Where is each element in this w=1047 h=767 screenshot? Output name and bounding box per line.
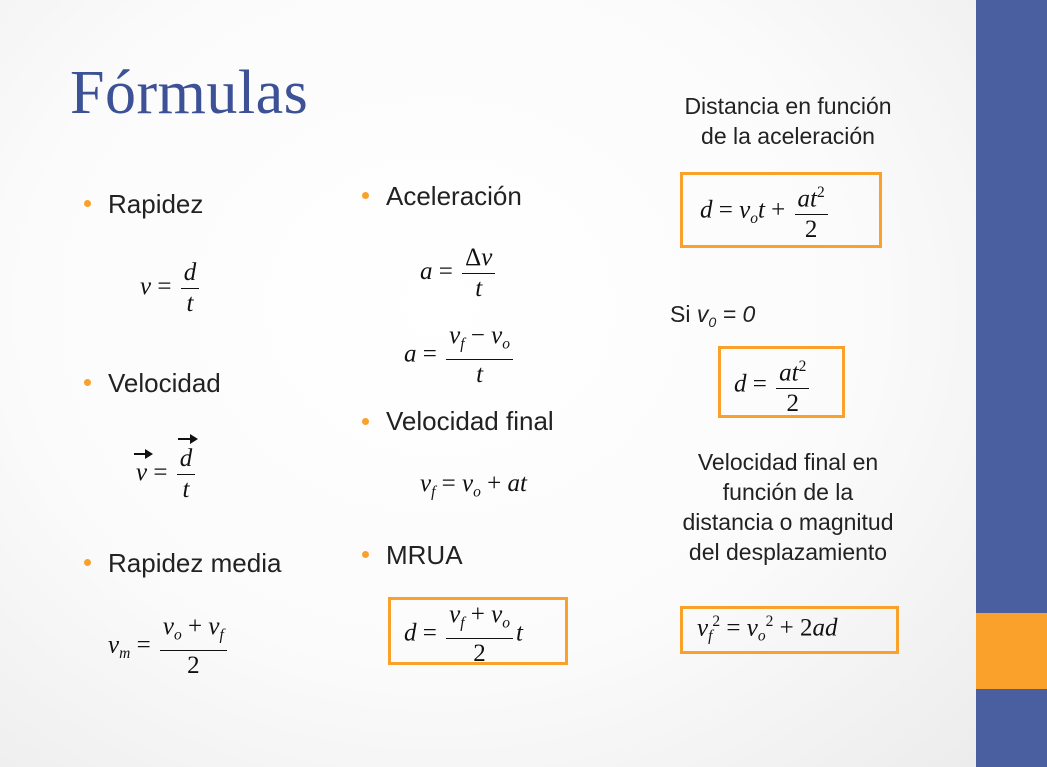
formula-vf-cuadrado: $v_f^2 = v_o^2 + 2ad$: [697, 613, 838, 645]
formula-distancia-v0: d = $\frac{at^2}{2}$: [734, 352, 812, 419]
bullet-rapidez: Rapidez: [108, 189, 204, 219]
formula-velocidad: v = $\frac{d}{t}$: [136, 444, 198, 505]
bullet-rapidez-media: Rapidez media: [108, 548, 282, 578]
bullet-velocidad: Velocidad: [108, 368, 221, 398]
bullet-dot: [84, 379, 91, 386]
bullet-dot: [362, 418, 369, 425]
bullet-dot: [362, 551, 369, 558]
formula-velocidad-final: $v_f = v_o$ + at: [420, 470, 527, 501]
slide-title: Fórmulas: [70, 59, 309, 127]
bullet-aceleracion: Aceleración: [386, 181, 522, 211]
formula-aceleracion-delta: a = $\frac{\Delta v}{t}$: [420, 243, 498, 304]
bullet-mrua: MRUA: [386, 540, 463, 570]
bullet-dot: [84, 559, 91, 566]
bullet-dot: [84, 200, 91, 207]
formula-aceleracion-diferencia: a = $\frac{v_f - v_o}{t}$: [404, 321, 516, 390]
formula-rapidez-media: $v_m$ = $\frac{v_o + v_f}{2}$: [108, 612, 230, 681]
label-si-condicion: Si $v_0 = 0$: [670, 301, 756, 331]
label-vf-distancia: Velocidad final en función de la distancia o magnitud del desplazamiento: [682, 449, 894, 565]
label-distancia-aceleracion: Distancia en función de la aceleración: [684, 93, 892, 149]
bullet-velocidad-final: Velocidad final: [386, 406, 554, 436]
bullet-dot: [362, 192, 369, 199]
formula-mrua: d = $\frac{v_f + v_o}{2}$ t: [404, 601, 523, 668]
formula-rapidez: v = $\frac{d}{t}$: [140, 258, 202, 319]
formula-distancia: $d = v_ot$ + $\frac{at^2}{2}$: [700, 178, 831, 245]
side-accent-block: [976, 613, 1047, 689]
